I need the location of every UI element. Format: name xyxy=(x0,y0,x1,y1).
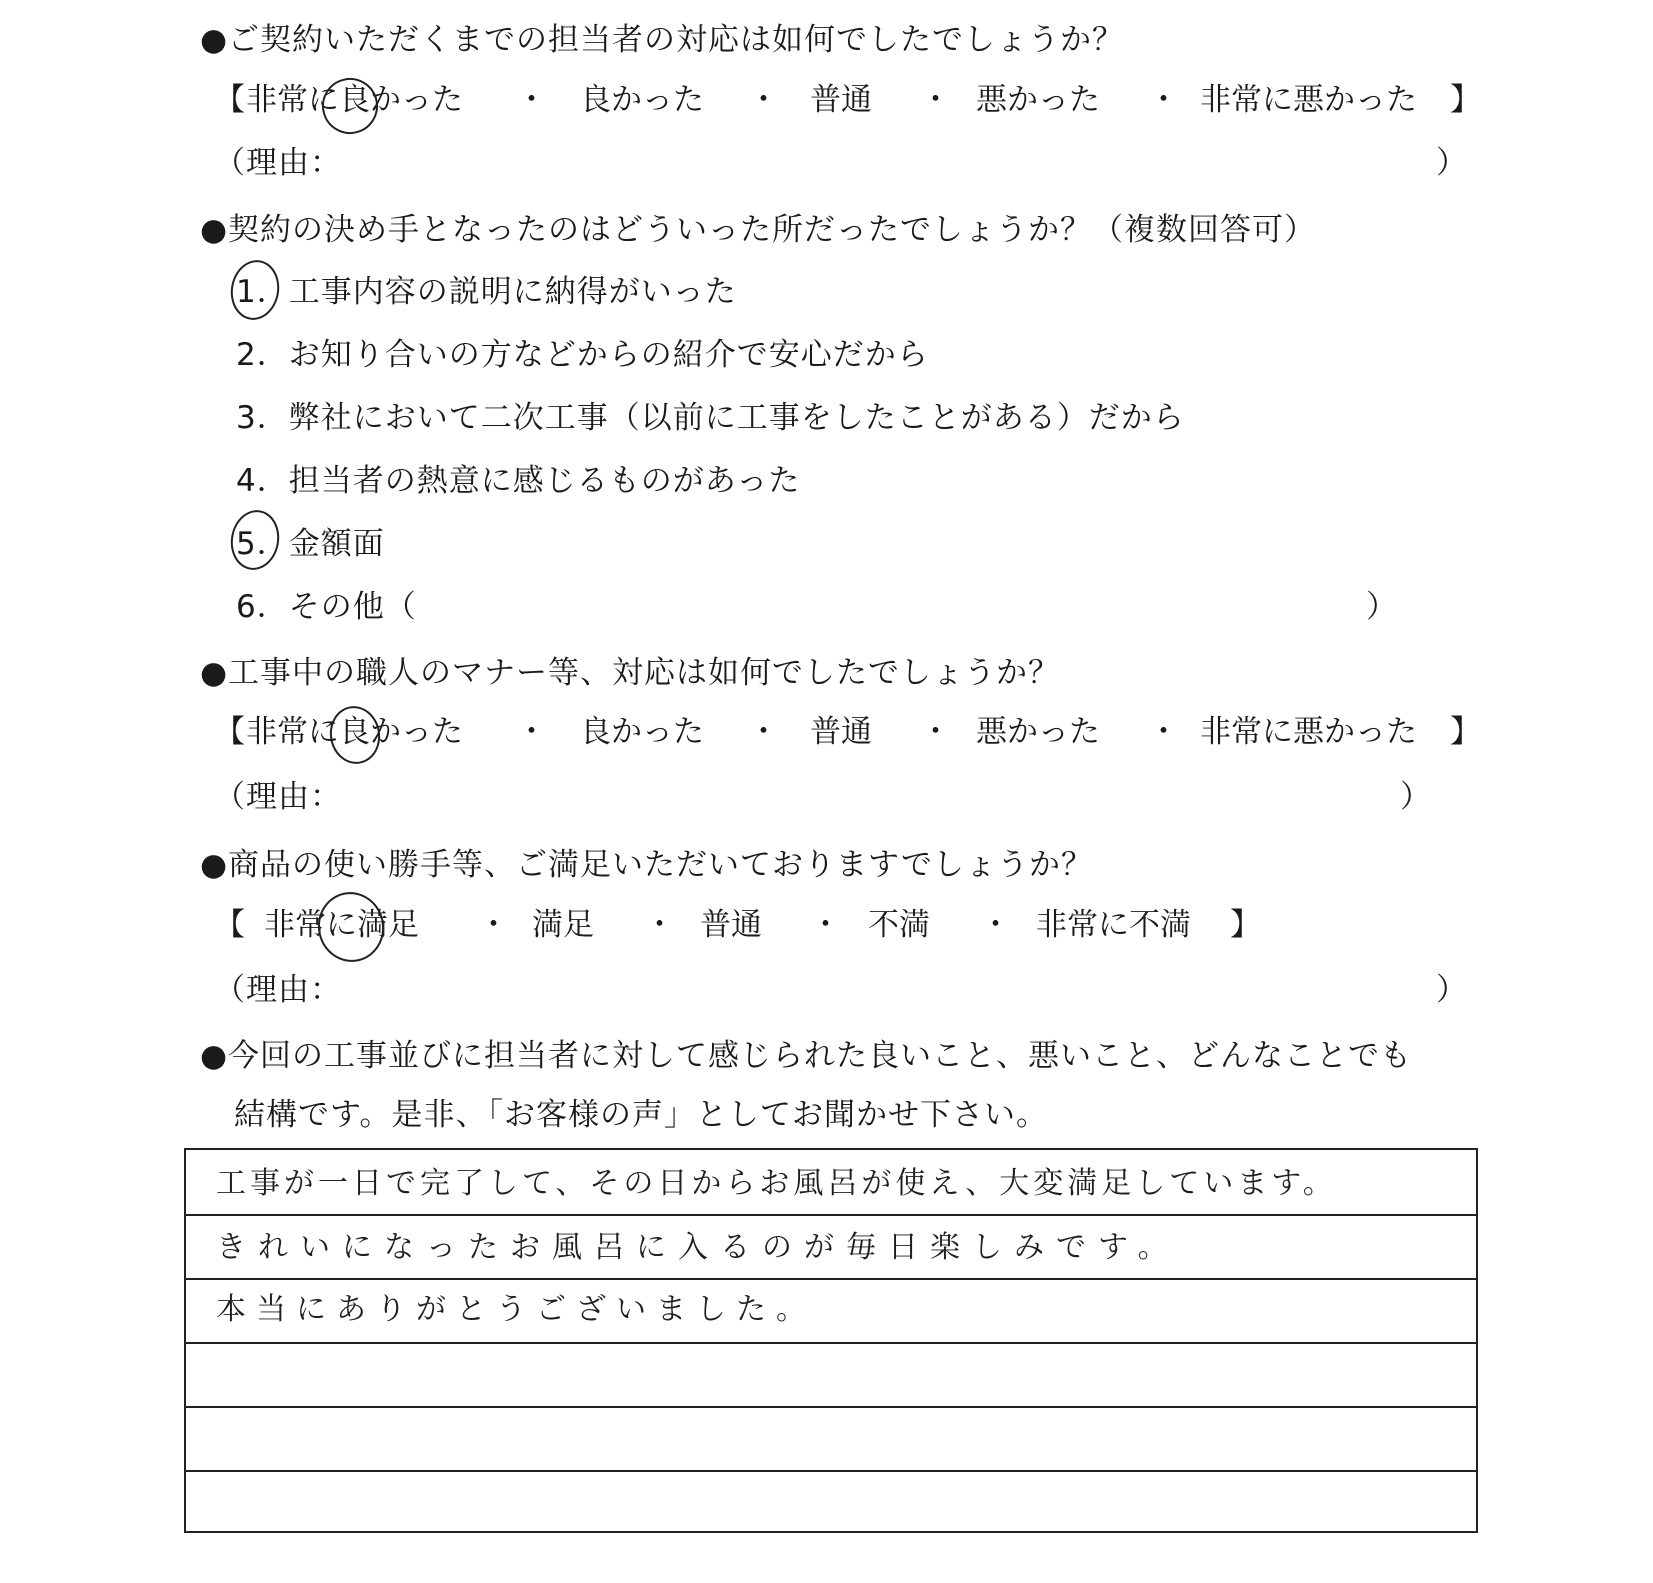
q1-option-bad[interactable]: 悪かった xyxy=(976,82,1100,118)
bracket-open: 【 xyxy=(214,907,245,943)
separator: ・ xyxy=(810,907,841,943)
q3-reason-close: ） xyxy=(1400,779,1432,815)
q2-other-close: ） xyxy=(1366,589,1398,625)
separator: ・ xyxy=(920,714,951,750)
q4-option-normal[interactable]: 普通 xyxy=(700,907,762,943)
q1-option-very-good[interactable]: 非常に良かった xyxy=(246,82,463,118)
separator: ・ xyxy=(644,907,675,943)
q4-option-very-dissatisfied[interactable]: 非常に不満 xyxy=(1036,907,1191,943)
q2-item-4[interactable]: 4．担当者の熱意に感じるものがあった xyxy=(236,463,801,499)
ruled-line xyxy=(186,1342,1476,1344)
separator: ・ xyxy=(748,82,779,118)
q3-option-bad[interactable]: 悪かった xyxy=(976,714,1100,750)
separator: ・ xyxy=(516,82,547,118)
question-1: ●ご契約いただくまでの担当者の対応は如何でしたでしょうか？ xyxy=(200,22,1125,58)
ruled-line xyxy=(186,1470,1476,1472)
separator: ・ xyxy=(1148,82,1179,118)
separator: ・ xyxy=(516,714,547,750)
question-5-line-1: ●今回の工事並びに担当者に対して感じられた良いこと、悪いこと、どんなことでも xyxy=(200,1038,1413,1074)
ruled-line xyxy=(186,1406,1476,1408)
bracket-close: 】 xyxy=(1450,82,1481,118)
q3-option-very-good[interactable]: 非常に良かった xyxy=(246,714,463,750)
separator: ・ xyxy=(748,714,779,750)
separator: ・ xyxy=(920,82,951,118)
selection-circle xyxy=(311,886,390,968)
q3-reason-label: （理由： xyxy=(214,779,342,815)
bracket-open: 【 xyxy=(214,714,245,750)
q1-options xyxy=(214,80,1484,120)
q3-option-very-bad[interactable]: 非常に悪かった xyxy=(1200,714,1417,750)
q2-item-1[interactable]: 1．工事内容の説明に納得がいった xyxy=(236,274,737,310)
q1-option-very-bad[interactable]: 非常に悪かった xyxy=(1200,82,1417,118)
q4-options xyxy=(214,905,1484,945)
ruled-line xyxy=(186,1278,1476,1280)
selection-circle xyxy=(226,256,284,323)
handwritten-answer-line-2: きれいになったお風呂に入るのが毎日楽しみです。 xyxy=(216,1230,1180,1265)
q4-option-satisfied[interactable]: 満足 xyxy=(532,907,594,943)
q4-reason-close: ） xyxy=(1436,972,1468,1008)
q1-option-good[interactable]: 良かった xyxy=(580,82,704,118)
question-5-line-2: 結構です。是非、「お客様の声」としてお聞かせ下さい。 xyxy=(234,1097,1049,1133)
question-3: ●工事中の職人のマナー等、対応は如何でしたでしょうか？ xyxy=(200,655,1061,691)
q3-option-good[interactable]: 良かった xyxy=(580,714,704,750)
q4-option-very-satisfied[interactable]: 非常に満足 xyxy=(264,907,419,943)
separator: ・ xyxy=(1148,714,1179,750)
question-2: ●契約の決め手となったのはどういった所だったでしょうか？（複数回答可） xyxy=(200,212,1317,248)
q4-option-dissatisfied[interactable]: 不満 xyxy=(868,907,930,943)
q2-item-5[interactable]: 5．金額面 xyxy=(236,526,385,562)
question-4: ●商品の使い勝手等、ご満足いただいておりますでしょうか？ xyxy=(200,847,1093,883)
q2-item-6[interactable]: 6．その他（ xyxy=(236,589,417,625)
separator: ・ xyxy=(980,907,1011,943)
bracket-close: 】 xyxy=(1230,907,1261,943)
separator: ・ xyxy=(478,907,509,943)
q1-reason-close: ） xyxy=(1436,145,1468,181)
q4-reason-label: （理由： xyxy=(214,972,342,1008)
handwritten-answer-line-1: 工事が一日で完了して、その日からお風呂が使え、大変満足しています。 xyxy=(216,1166,1337,1201)
q1-reason-label: （理由： xyxy=(214,145,342,181)
q3-option-normal[interactable]: 普通 xyxy=(810,714,872,750)
customer-voice-box[interactable] xyxy=(184,1148,1478,1533)
bracket-open: 【 xyxy=(214,82,245,118)
ruled-line xyxy=(186,1214,1476,1216)
bracket-close: 】 xyxy=(1450,714,1481,750)
q1-option-normal[interactable]: 普通 xyxy=(810,82,872,118)
handwritten-answer-line-3: 本当にありがとうございました。 xyxy=(216,1292,816,1327)
q2-item-2[interactable]: 2．お知り合いの方などからの紹介で安心だから xyxy=(236,337,929,373)
q3-options xyxy=(214,712,1484,752)
q2-item-3[interactable]: 3．弊社において二次工事（以前に工事をしたことがある）だから xyxy=(236,400,1185,436)
